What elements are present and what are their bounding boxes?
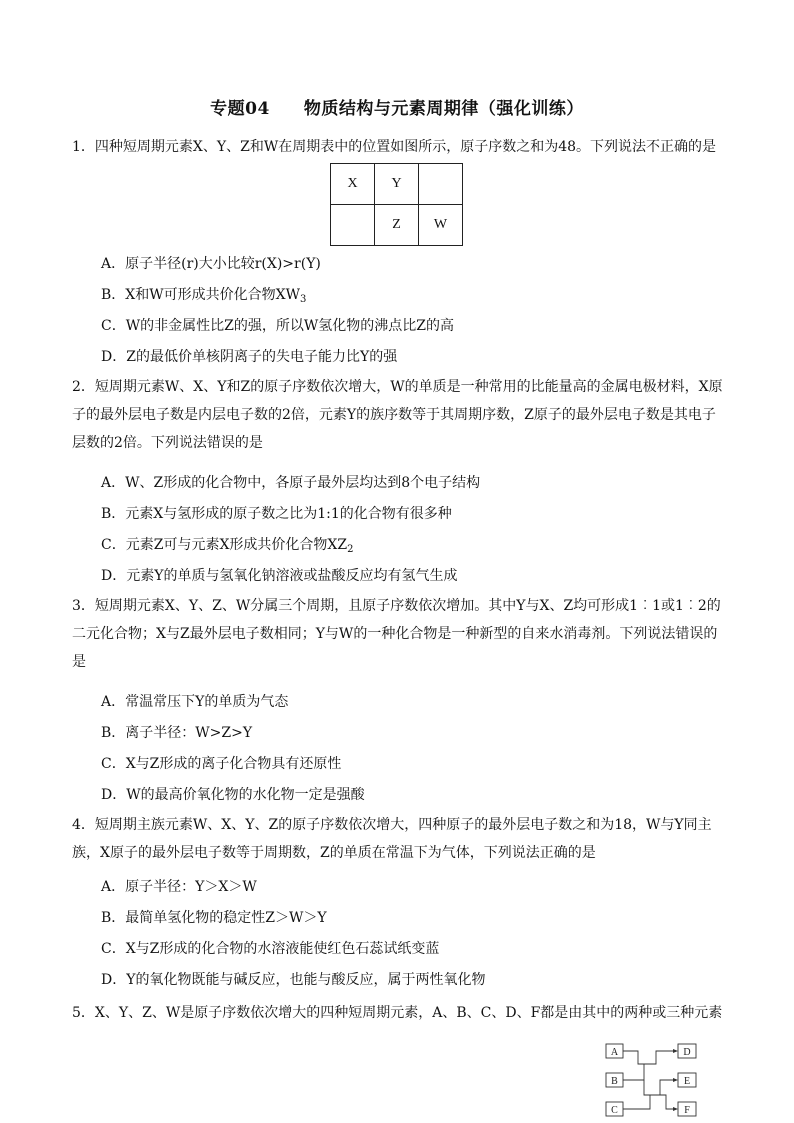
label-a: A (610, 1047, 619, 1058)
page-title (0, 94, 794, 119)
cell-w: W (419, 205, 463, 246)
q2-option-c-text: C．元素Z可与元素X形成共价化合物XZ (101, 537, 348, 553)
q4-option-a: A．原子半径：Y＞X＞W (101, 879, 257, 895)
label-e: E (683, 1076, 691, 1087)
cell-empty-bottom (331, 205, 375, 246)
question-3-stem: 3．短周期元素X、Y、Z、W分属三个周期，且原子序数依次增加。其中Y与X、Z均可形成1︰1或1︰2的二元化合物；X与Z最外层电子数相同；Y与W的一种化合物是一种新型的自来水消毒剂。下列说法错误的是 (72, 598, 721, 670)
q1-option-b-subscript: 3 (300, 294, 307, 305)
q2-option-b: B．元素X与氢形成的原子数之比为1:1的化合物有很多种 (101, 506, 452, 522)
connector-c-f (660, 1095, 676, 1109)
q3-option-b: B．离子半径：W>Z>Y (101, 725, 253, 741)
cell-x: X (331, 164, 375, 205)
title-topic: 专题04 (210, 99, 270, 119)
q2-option-d: D．元素Y的单质与氢氧化钠溶液或盐酸反应均有氢气生成 (101, 568, 458, 584)
q3-option-d: D．W的最高价氧化物的水化物一定是强酸 (101, 787, 365, 803)
arrow-head-e (673, 1078, 678, 1082)
q1-option-d: D．Z的最低价单核阴离子的失电子能力比Y的强 (101, 349, 398, 365)
question-1-stem: 1．四种短周期元素X、Y、Z和W在周期表中的位置如图所示，原子序数之和为48。下列说法不正确的是 (72, 139, 717, 155)
connector-b-e (644, 1080, 676, 1095)
question-5-stem: 5．X、Y、Z、W是原子序数依次增大的四种短周期元素，A、B、C、D、F都是由其中的两种或三种元素 (72, 1005, 723, 1021)
q1-option-b (101, 285, 306, 305)
arrow-head-f (673, 1107, 678, 1111)
label-d: D (683, 1047, 691, 1058)
q4-option-d: D．Y的氧化物既能与碱反应，也能与酸反应，属于两性氧化物 (101, 972, 486, 988)
q2-option-a: A．W、Z形成的化合物中，各原子最外层均达到8个电子结构 (101, 475, 481, 491)
q3-option-c: C．X与Z形成的离子化合物具有还原性 (101, 756, 342, 772)
cell-z: Z (375, 205, 419, 246)
q1-option-a: A．原子半径(r)大小比较r(X)>r(Y) (101, 256, 321, 272)
q4-option-b: B．最简单氢化物的稳定性Z＞W＞Y (101, 910, 327, 926)
q2-option-c-subscript: 2 (347, 544, 354, 555)
cell-y: Y (375, 164, 419, 205)
title-subject: 物质结构与元素周期律（强化训练） (303, 99, 584, 119)
q1-option-b-text: B．X和W可形成共价化合物XW (101, 287, 301, 303)
label-c: C (611, 1105, 618, 1116)
periodic-table-excerpt (330, 163, 463, 246)
question-4-stem: 4．短周期主族元素W、X、Y、Z的原子序数依次增大，四种原子的最外层电子数之和为18，W与Y同主族，X原子的最外层电子数等于周期数，Z的单质在常温下为气体，下列说法正确的是 (72, 817, 712, 861)
cell-empty-top (419, 164, 463, 205)
q4-option-c: C．X与Z形成的化合物的水溶液能使红色石蕊试纸变蓝 (101, 941, 440, 957)
label-b: B (611, 1076, 618, 1087)
connector-c-up (623, 1095, 650, 1109)
connector-b-up (623, 1064, 644, 1080)
q2-option-c (101, 535, 353, 555)
label-f: F (684, 1105, 690, 1116)
arrow-head-d (673, 1049, 678, 1053)
question-2-stem: 2．短周期元素W、X、Y和Z的原子序数依次增大，W的单质是一种常用的比能量高的金属电极材料，X原子的最外层电子数是内层电子数的2倍，元素Y的族序数等于其周期序数，Z原子的最外层电子数是其电子层数的2倍。下列说法错误的是 (72, 379, 723, 451)
q1-option-c: C．W的非金属性比Z的强，所以W氢化物的沸点比Z的高 (101, 318, 454, 334)
q3-option-a: A．常温常压下Y的单质为气态 (101, 694, 289, 710)
connector-a-d (623, 1051, 676, 1064)
reaction-flow-diagram (604, 1040, 704, 1120)
